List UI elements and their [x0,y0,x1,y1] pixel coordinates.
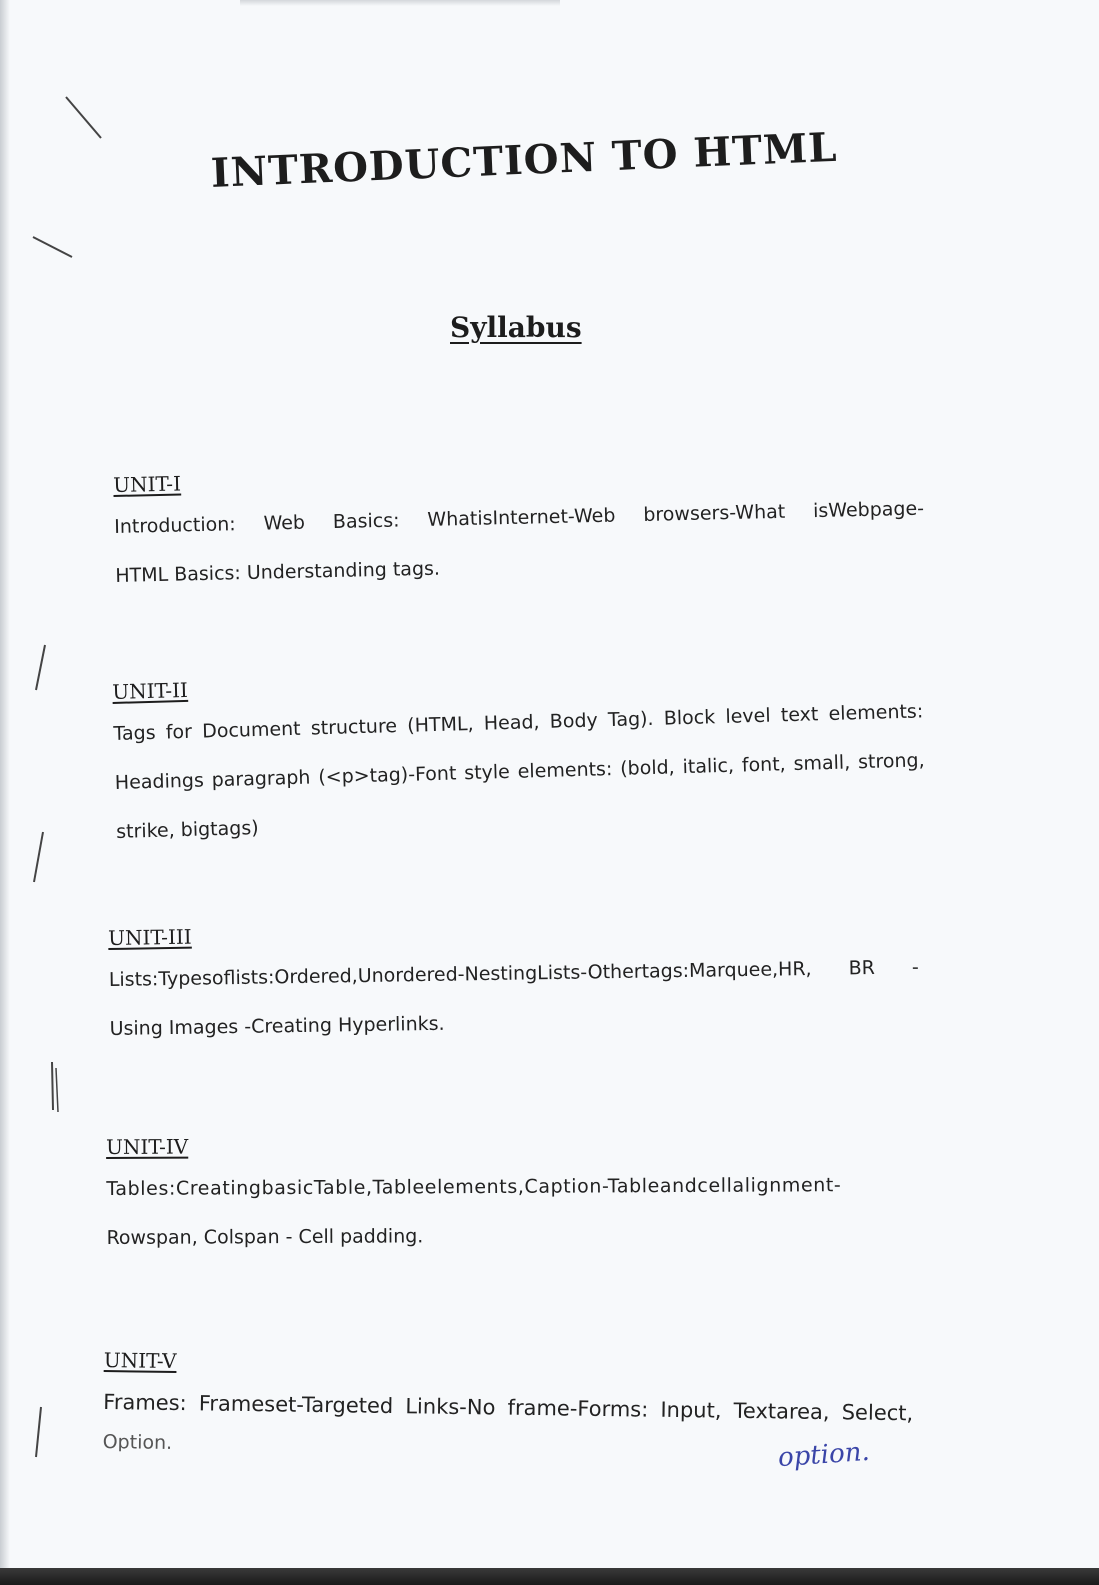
pen-mark [36,1407,41,1457]
unit-text-line: strike, bigtags) [115,816,259,843]
scan-shadow-left [0,0,10,1585]
unit-text-line: Tables:CreatingbasicTable,Tableelements,Caption-Tableandcellalignment- [106,1174,842,1200]
page-subtitle: Syllabus [450,311,582,344]
unit-text-line: Rowspan, Colspan - Cell padding. [106,1225,424,1249]
unit-heading: UNIT-I [113,471,182,497]
unit-heading: UNIT-III [108,924,192,950]
page-title: INTRODUCTION TO HTML [210,123,839,197]
unit-text-line: Tags for Document structure (HTML, Head, Body Tag). Block level text elements: [113,700,924,745]
pen-mark [66,97,101,138]
unit-heading: UNIT-IV [106,1134,189,1159]
scan-shadow-top [240,0,560,6]
unit-text-line-cut: Option. [102,1430,173,1454]
handwritten-annotation: option. [777,1436,871,1474]
pen-mark [36,645,45,690]
unit-section-3 [108,913,950,1054]
unit-heading: UNIT-V [103,1348,177,1374]
unit-section-2 [112,657,957,857]
pen-mark [34,832,43,882]
unit-heading: UNIT-II [112,677,189,704]
pen-mark [56,1068,58,1112]
unit-text-line: Using Images -Creating Hyperlinks. [109,1012,445,1040]
scan-shadow-bottom [0,1568,1099,1585]
pen-mark [52,1062,53,1110]
unit-text-line: Frames: Frameset-Targeted Links-No frame-Forms: Input, Textarea, Select, [103,1389,914,1426]
pen-mark [33,237,72,257]
unit-text-line: Headings paragraph (<p>tag)-Font style elements: (bold, italic, font, small, strong, [114,749,925,794]
unit-text-line: Lists:Typesoflists:Ordered,Unordered-NestingLists-Othertags:Marquee,HR, BR - [108,956,919,991]
unit-section-1 [113,454,956,601]
unit-section-4 [106,1131,947,1263]
unit-text-line: Introduction: Web Basics: WhatisInternet-Web browsers-What isWebpage- [113,497,925,538]
unit-text-line: HTML Basics: Understanding tags. [115,557,441,587]
